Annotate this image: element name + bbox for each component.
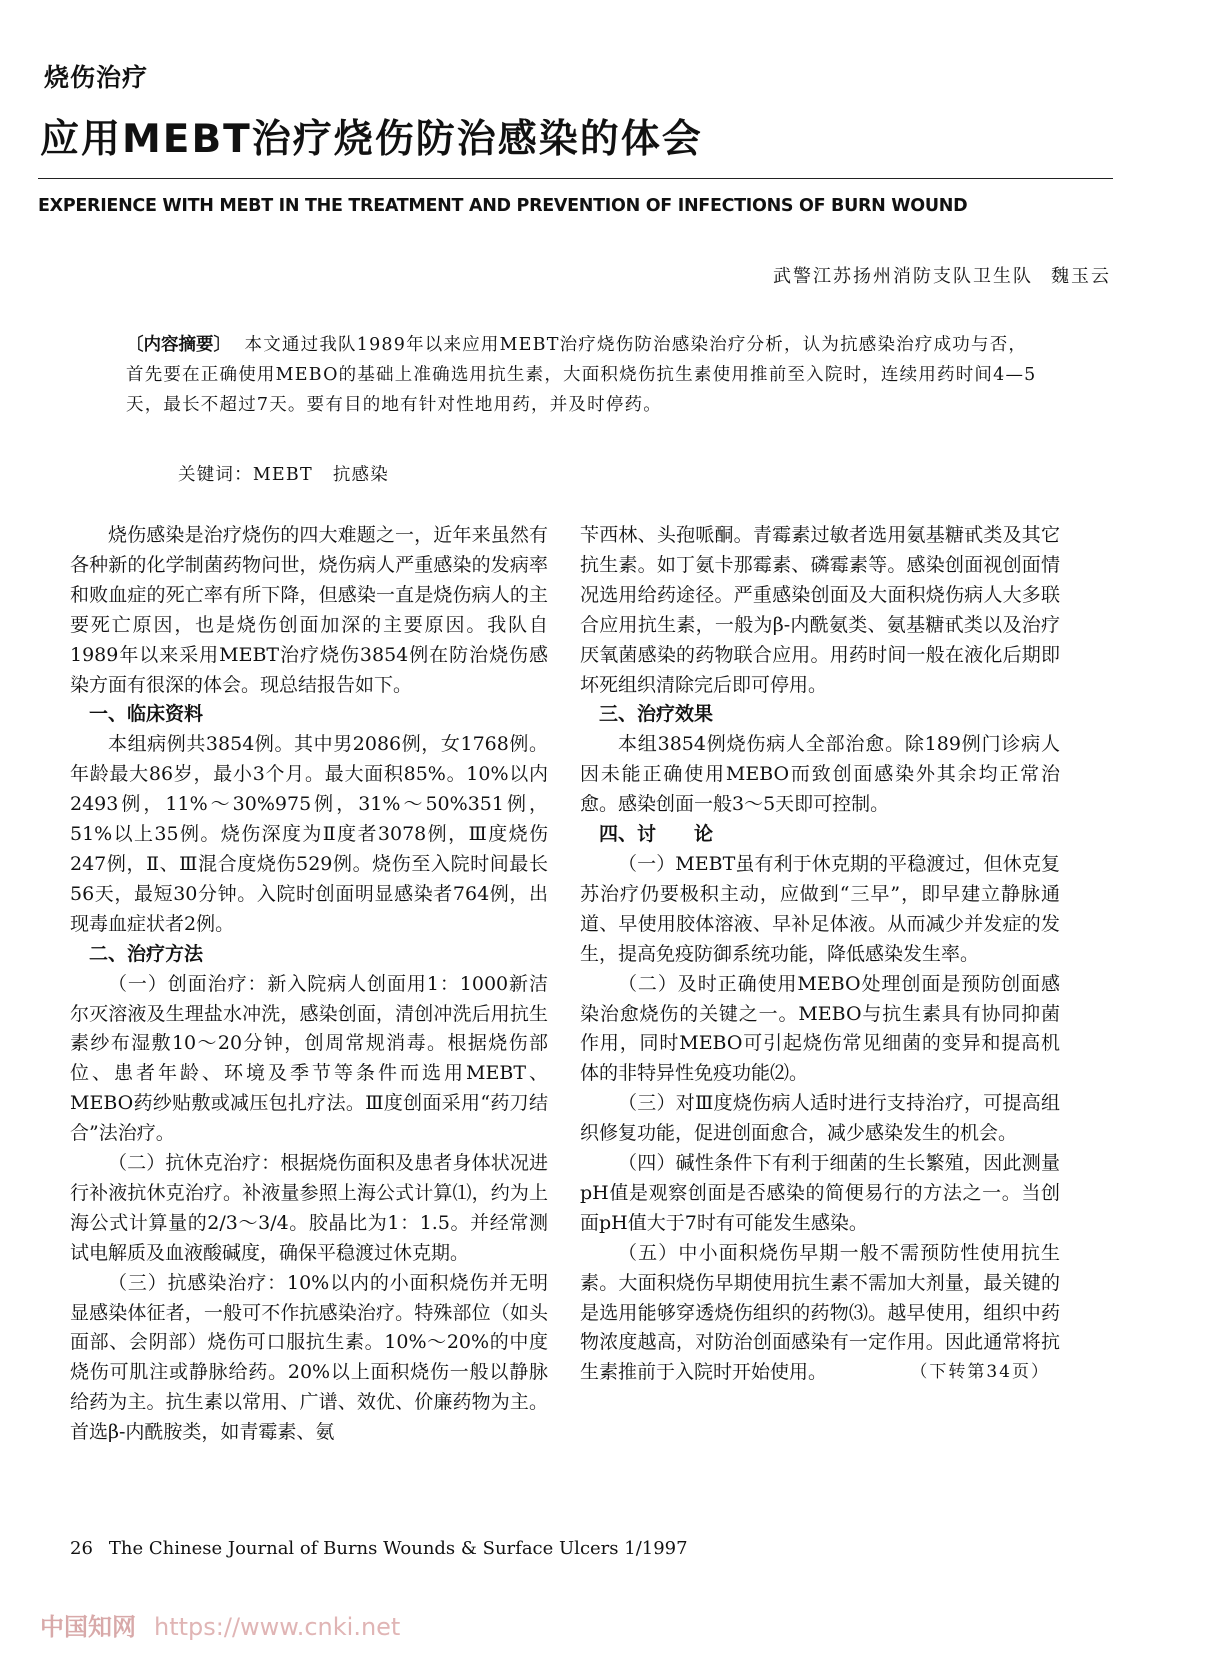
author-line [773, 262, 1111, 288]
results-paragraph: 本组3854例烧伤病人全部治愈。除189例门诊病人因未能正确使用MEBO而致创面感染外其余均正常治愈。感染创面一般3～5天即可控制。 [580, 733, 1060, 816]
affiliation: 武警江苏扬州消防支队卫生队 [773, 266, 1033, 287]
abstract-label: 〔内容摘要〕 [126, 335, 231, 355]
journal-name: The Chinese Journal of Burns Wounds & Surface Ulcers 1/1997 [108, 1538, 688, 1559]
heading-clinical-data: 一、临床资料 [89, 703, 204, 726]
discussion-4: （四）碱性条件下有利于细菌的生长繁殖，因此测量pH值是观察创面是否感染的简便易行的方法之一。当创面pH值大于7时有可能发生感染。 [580, 1152, 1060, 1234]
anti-shock-paragraph: （二）抗休克治疗：根据烧伤面积及患者身体状况进行补液抗休克治疗。补液量参照上海公式计算⑴，约为上海公式计算量的2/3～3/4。胶晶比为1：1.5。并经常测试电解质及血液酸碱度，确保平稳渡过休克期。 [70, 1152, 548, 1264]
author-name: 魏玉云 [1051, 266, 1111, 287]
discussion-5: （五）中小面积烧伤早期一般不需预防性使用抗生素。大面积烧伤早期使用抗生素不需加大剂量，最关键的是选用能够穿透烧伤组织的药物⑶。越早使用，组织中药物浓度越高，对防治创面感染有一定作用。因此通常将抗生素推前于入院时开始使用。 [580, 1241, 1060, 1384]
abstract-text: 本文通过我队1989年以来应用MEBT治疗烧伤防治感染治疗分析，认为抗感染治疗成功与否，首先要在正确使用MEBO的基础上准确选用抗生素，大面积烧伤抗生素使用推前至入院时，连续用药时间4—5天，最长不超过7天。要有目的地有针对性地用药，并及时停药。 [126, 335, 1037, 415]
discussion-1: （一）MEBT虽有利于休克期的平稳渡过，但休克复苏治疗仍要极积主动，应做到“三早”，即早建立静脉通道、早使用胶体溶液、早补足体液。从而减少并发症的发生，提高免疫防御系统功能，降低感染发生率。 [580, 852, 1060, 965]
abstract [126, 330, 1038, 420]
discussion-2: （二）及时正确使用MEBO处理创面是预防创面感染治愈烧伤的关键之一。MEBO与抗生素具有协同抑菌作用，同时MEBO可引起烧伤常见细菌的变异和提高机体的非特异性免疫功能⑵。 [580, 972, 1060, 1085]
anti-infection-paragraph: （三）抗感染治疗：10%以内的小面积烧伤并无明显感染体征者，一般可不作抗感染治疗。特殊部位（如头面部、会阴部）烧伤可口服抗生素。10%～20%的中度烧伤可肌注或静脉给药。20%以上面积烧伤一般以静脉给药为主。抗生素以常用、广谱、效优、价廉药物为主。首选β-内酰胺类，如青霉素、氨 [70, 1271, 548, 1444]
watermark-brand: 中国知网 [40, 1613, 136, 1641]
cnki-watermark [40, 1607, 400, 1642]
page-number: 26 [70, 1538, 93, 1559]
heading-treatment-results: 三、治疗效果 [599, 703, 714, 726]
continued-note: （下转第34页） [910, 1362, 1050, 1383]
left-column [70, 521, 548, 1448]
keyword-2: 抗感染 [332, 465, 389, 485]
continued-paragraph: 苄西林、头孢哌酮。青霉素过敏者选用氨基糖甙类及其它抗生素。如丁氨卡那霉素、磷霉素等。感染创面视创面情况选用给药途径。严重感染创面及大面积烧伤病人大多联合应用抗生素，一般为β-内酰氨类、氨基糖甙类以及治疗厌氧菌感染的药物联合应用。用药时间一般在液化后期即坏死组织清除完后即可停用。 [580, 524, 1060, 696]
wound-treatment-paragraph: （一）创面治疗：新入院病人创面用1：1000新洁尔灭溶液及生理盐水冲洗，感染创面，清创冲洗后用抗生素纱布湿敷10～20分钟，创周常规消毒。根据烧伤部位、患者年龄、环境及季节等条件而选用MEBT、MEBO药纱贴敷或减压包扎疗法。Ⅲ度创面采用“药刀结合”法治疗。 [70, 972, 548, 1145]
article-title: 应用MEBT治疗烧伤防治感染的体会 [40, 117, 703, 162]
clinical-data-paragraph: 本组病例共3854例。其中男2086例，女1768例。年龄最大86岁，最小3个月。最大面积85%。10%以内2493例，11%～30%975例，31%～50%351例，51%以上35例。烧伤深度为Ⅱ度者3078例，Ⅲ度烧伤247例，Ⅱ、Ⅲ混合度烧伤529例。烧伤至入院时间最长56天，最短30分钟。入院时创面明显感染者764例，出现毒血症状者2例。 [70, 733, 548, 935]
keyword-1: MEBT [252, 465, 313, 485]
keywords-label: 关键词： [178, 465, 253, 485]
keywords [178, 461, 389, 486]
heading-discussion: 四、讨 论 [599, 823, 714, 846]
heading-treatment-methods: 二、治疗方法 [89, 942, 204, 965]
section-label: 烧伤治疗 [44, 63, 149, 92]
intro-paragraph: 烧伤感染是治疗烧伤的四大难题之一，近年来虽然有各种新的化学制菌药物问世，烧伤病人严重感染的发病率和败血症的死亡率有所下降，但感染一直是烧伤病人的主要死亡原因，也是烧伤创面加深的主要原因。我队自1989年以来采用MEBT治疗烧伤3854例在防治烧伤感染方面有很深的体会。现总结报告如下。 [70, 524, 548, 696]
page-footer [70, 1538, 688, 1559]
discussion-3: （三）对Ⅲ度烧伤病人适时进行支持治疗，可提高组织修复功能，促进创面愈合，减少感染发生的机会。 [580, 1092, 1060, 1145]
english-title: EXPERIENCE WITH MEBT IN THE TREATMENT AND PREVENTION OF INFECTIONS OF BURN WOUND [38, 196, 968, 216]
watermark-url: https://www.cnki.net [154, 1613, 401, 1641]
right-column [580, 521, 1060, 1388]
title-rule [38, 178, 1113, 179]
